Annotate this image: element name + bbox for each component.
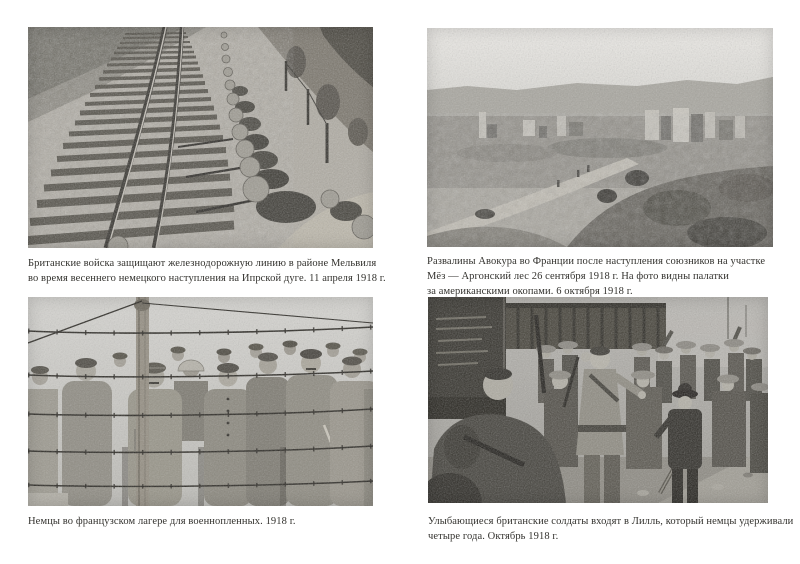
caption-railway-defense — [28, 256, 386, 286]
figure-lille-entry — [428, 297, 794, 544]
caption-line: Немцы во французском лагере для военнопленных. 1918 г. — [28, 516, 296, 527]
photo-lille-entry — [428, 297, 768, 503]
caption-lille-entry — [428, 514, 794, 544]
caption-line: Улыбающиеся британские солдаты входят в Лилль, который немцы удерживали — [428, 516, 794, 527]
pow-camp-image — [28, 297, 373, 506]
avocourt-ruins-image — [427, 28, 773, 247]
figure-pow-camp — [28, 297, 373, 529]
photo-railway-defense — [28, 27, 373, 248]
caption-line: Мёз — Аргонский лес 26 сентября 1918 г. На фото видны палатки — [427, 271, 729, 282]
caption-avocourt-ruins — [427, 254, 773, 299]
caption-pow-camp — [28, 514, 373, 529]
caption-line: за американскими окопами. 6 октября 1918 г. — [427, 286, 633, 297]
photo-avocourt-ruins — [427, 28, 773, 247]
railway-defense-image — [28, 27, 373, 248]
caption-line: во время весеннего немецкого наступления на Ипрской дуге. 11 апреля 1918 г. — [28, 273, 386, 284]
caption-line: Британские войска защищают железнодорожную линию в районе Мельвиля — [28, 258, 377, 269]
lille-entry-image — [428, 297, 768, 503]
caption-line: Развалины Авокура во Франции после наступления союзников на участке — [427, 256, 766, 267]
figure-railway-defense — [28, 27, 386, 286]
photo-pow-camp — [28, 297, 373, 506]
figure-avocourt-ruins — [427, 28, 773, 299]
caption-line: четыре года. Октябрь 1918 г. — [428, 531, 559, 542]
